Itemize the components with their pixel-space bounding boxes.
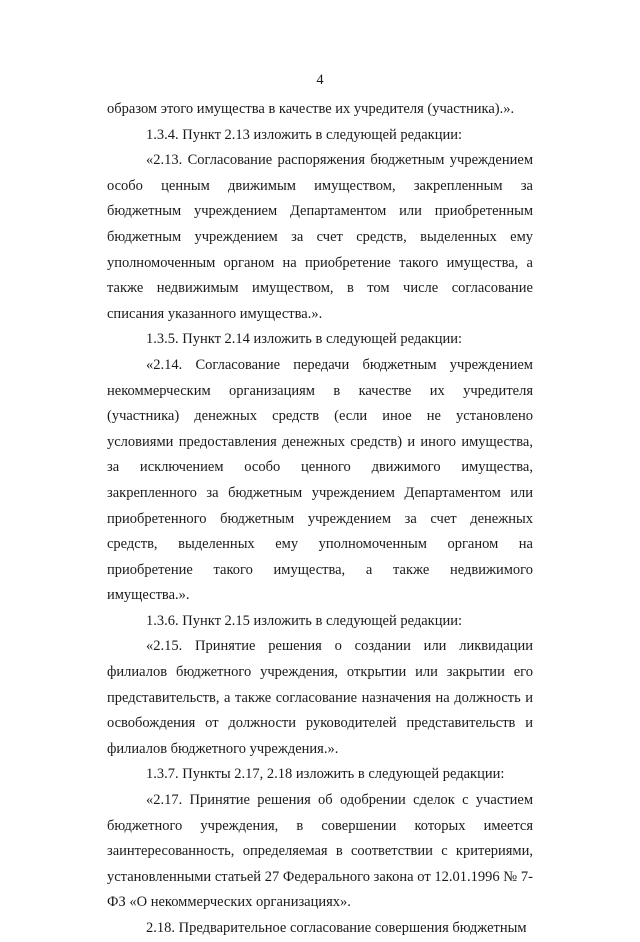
paragraph-clause-2-15: «2.15. Принятие решения о создании или ликвидации филиалов бюджетного учреждения, открытии или закрытии его представительств, а также согласование назначения на должность и освобождения от должности руководителей представительств и филиалов бюджетного учреждения.».: [107, 638, 533, 757]
paragraph-continuation: образом этого имущества в качестве их учредителя (участника).».: [107, 101, 515, 117]
paragraph-clause-2-13: «2.13. Согласование распоряжения бюджетным учреждением особо ценным движимым имуществом, закрепленным за бюджетным учреждением Департаментом или приобретенным бюджетным учреждением за счет средств, выделенных ему уполномоченным органом на приобретение такого имущества, а также недвижимым имуществом, в том числе согласование списания указанного имущества.».: [107, 152, 533, 322]
paragraph-item-1-3-7: 1.3.7. Пункты 2.17, 2.18 изложить в следующей редакции:: [146, 766, 505, 783]
document-body: [107, 97, 533, 942]
paragraph-item-1-3-6: 1.3.6. Пункт 2.15 изложить в следующей редакции:: [146, 612, 463, 629]
paragraph-clause-2-17: «2.17. Принятие решения об одобрении сделок с участием бюджетного учреждения, в совершении которых имеется заинтересованность, определяемая в соответствии с критериями, установленными статьей 27 Федерального закона от 12.01.1996 № 7-ФЗ «О некоммерческих организациях».: [107, 792, 533, 911]
paragraph-clause-2-18: 2.18. Предварительное согласование совершения бюджетным: [146, 920, 527, 936]
page-number: 4: [316, 72, 324, 88]
paragraph-clause-2-14: «2.14. Согласование передачи бюджетным учреждением некоммерческим организациям в качестве их учредителя (участника) денежных средств (если иное не установлено условиями предоставления денежных средств) и иного имущества, за исключением особо ценного движимого имущества, закрепленного за бюджетным учреждением Департаментом или приобретенного бюджетным учреждением за счет денежных средств, выделенных ему уполномоченным органом на приобретение такого имущества, а также недвижимого имущества.».: [107, 356, 533, 604]
paragraph-item-1-3-5: 1.3.5. Пункт 2.14 изложить в следующей редакции:: [146, 331, 463, 348]
paragraph-item-1-3-4: 1.3.4. Пункт 2.13 изложить в следующей редакции:: [146, 126, 463, 143]
